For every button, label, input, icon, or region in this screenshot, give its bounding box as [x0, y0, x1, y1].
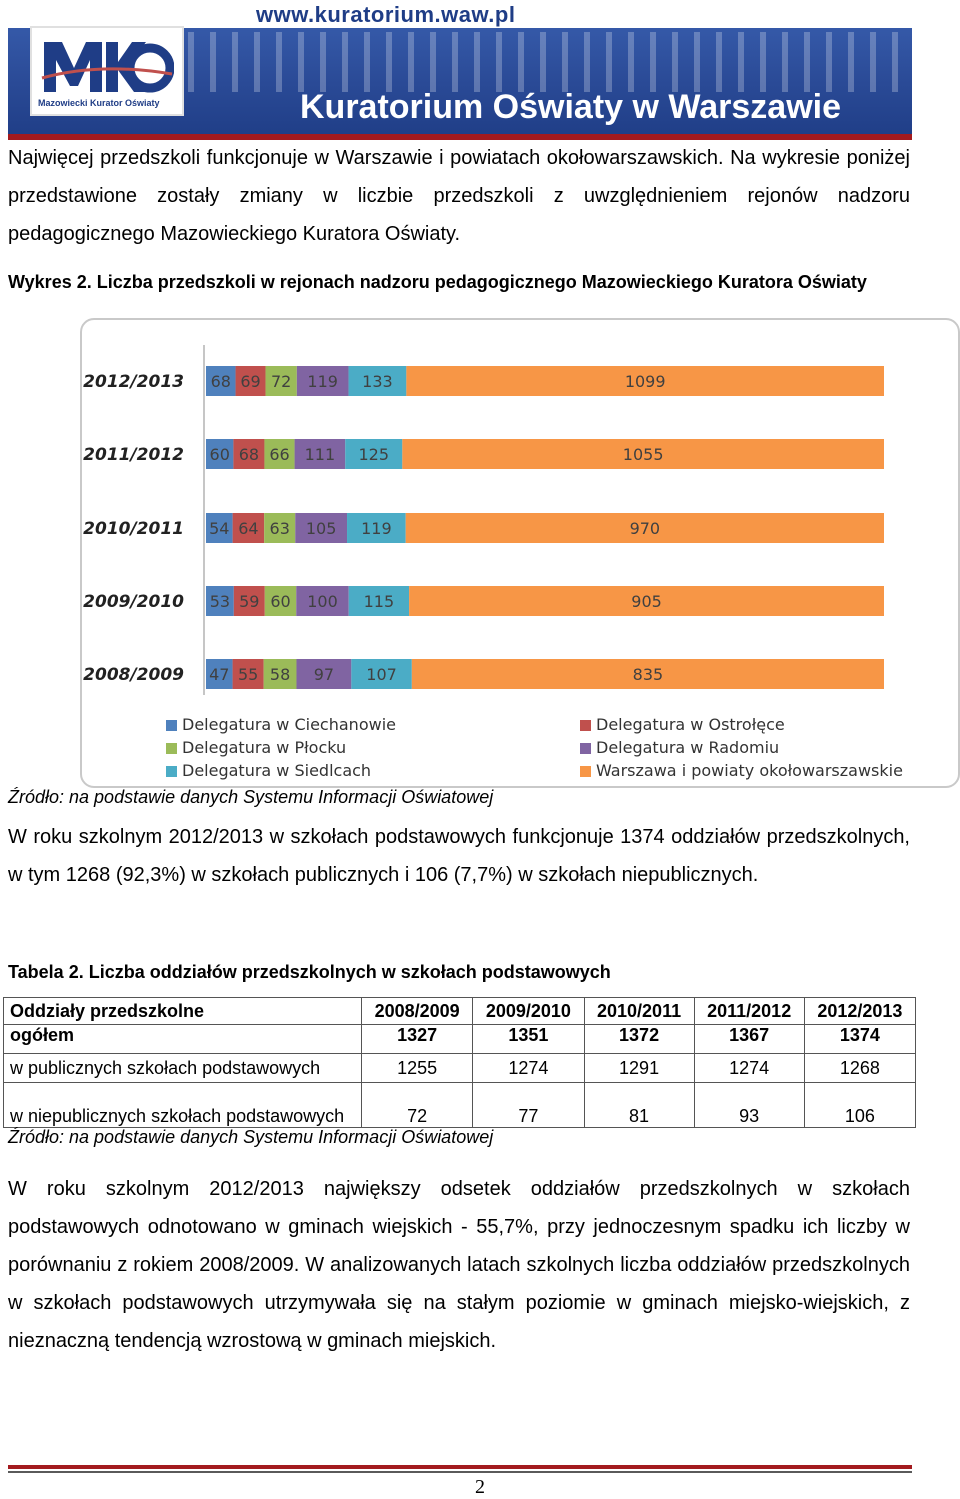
table-header-cell: 2009/2010	[473, 998, 584, 1025]
legend-swatch	[580, 766, 591, 777]
bar-data-label: 63	[269, 519, 290, 538]
table-cell: 77	[473, 1083, 584, 1128]
legend-label: Delegatura w Ciechanowie	[182, 715, 396, 734]
bar-data-label: 97	[313, 665, 335, 684]
legend-label: Warszawa i powiaty okołowarszawskie	[596, 761, 903, 780]
bar-data-label: 68	[238, 445, 260, 464]
bar-data-label: 125	[358, 445, 390, 464]
legend-item	[580, 713, 903, 736]
table-cell: 106	[804, 1083, 915, 1128]
legend-label: Delegatura w Siedlcach	[182, 761, 372, 780]
bar-data-label: 905	[631, 592, 662, 611]
data-table	[3, 997, 916, 1128]
table-row-label: w niepublicznych szkołach podstawowych	[4, 1083, 362, 1128]
page-number: 2	[475, 1476, 485, 1498]
table-cell: 1291	[584, 1054, 694, 1083]
chart-source: Źródło: na podstawie danych Systemu Informacji Oświatowej	[8, 787, 494, 807]
legend-item	[580, 759, 903, 782]
table-cell: 1367	[694, 1025, 804, 1054]
bar-data-label: 60	[209, 445, 230, 464]
chart-caption-text: Wykres 2. Liczba przedszkoli w rejonach nadzoru pedagogicznego Mazowieckiego Kuratora Oświaty	[8, 272, 867, 292]
bar-data-label: 47	[209, 665, 230, 684]
bar-data-label: 133	[362, 372, 393, 391]
intro-paragraph: Najwięcej przedszkoli funkcjonuje w Warszawie i powiatach okołowarszawskich. Na wykresie poniżej przedstawione zostały zmiany w liczbie przedszkoli z uwzględnieniem rejonów nadzoru pedagogicznego Mazowieckiego Kuratora Oświaty.	[8, 147, 910, 245]
legend-swatch	[166, 743, 177, 754]
table-header-cell: 2010/2011	[584, 998, 694, 1025]
footer-rule	[8, 1465, 912, 1469]
table-cell: 1351	[473, 1025, 584, 1054]
bar-data-label: 58	[269, 665, 291, 684]
table-row	[4, 1083, 916, 1128]
bar-data-label: 119	[361, 519, 392, 538]
bar-data-label: 60	[270, 592, 291, 611]
table-source: Źródło: na podstawie danych Systemu Informacji Oświatowej	[8, 1127, 494, 1147]
bar-data-label: 1099	[624, 372, 666, 391]
legend-item	[166, 736, 396, 759]
table-cell: 1274	[694, 1054, 804, 1083]
table-cell: 93	[694, 1083, 804, 1128]
table-row-label: w publicznych szkołach podstawowych	[4, 1054, 362, 1083]
bar-data-label: 119	[307, 372, 338, 391]
bar-data-label: 111	[304, 445, 336, 464]
table-cell: 81	[584, 1083, 694, 1128]
table-cell: 1268	[804, 1054, 915, 1083]
legend-label: Delegatura w Płocku	[182, 738, 347, 757]
table-row	[4, 1054, 916, 1083]
site-url: www.kuratorium.waw.pl	[256, 2, 516, 27]
bar-data-label: 55	[237, 665, 259, 684]
legend-swatch	[166, 720, 177, 731]
bar-data-label: 69	[240, 372, 261, 391]
bar-data-label: 53	[209, 592, 231, 611]
paragraph-3: W roku szkolnym 2012/2013 największy odsetek oddziałów przedszkolnych w szkołach podstawowych odnotowano w gminach wiejskich - 55,7%, przy jednoczesnym spadku ich liczby w porównaniu z rokiem 2008/2009. W analizowanych latach szkolnych liczba oddziałów przedszkolnych w szkołach podstawowych utrzymywała się na stałym poziomie w gminach miejsko-wiejskich, z nieznaczną tendencją wzrostową w gminach miejskich.	[8, 1178, 910, 1352]
table-row	[4, 1025, 916, 1054]
category-tick-label: 2012/2013	[83, 372, 184, 392]
bar-data-label: 100	[307, 592, 338, 611]
table-cell: 1274	[473, 1054, 584, 1083]
table-header-cell: 2011/2012	[694, 998, 804, 1025]
legend-item	[166, 713, 396, 736]
legend-item	[580, 736, 903, 759]
table-row-label: ogółem	[4, 1025, 362, 1054]
chart-legend-right	[580, 713, 903, 782]
category-tick-label: 2010/2011	[83, 519, 184, 539]
bar-data-label: 105	[305, 519, 337, 538]
table-cell: 72	[362, 1083, 473, 1128]
bar-data-label: 970	[629, 519, 661, 538]
bar-data-label: 64	[238, 519, 259, 538]
table-header-cell: Oddziały przedszkolne	[4, 998, 362, 1025]
legend-swatch	[580, 743, 591, 754]
legend-swatch	[166, 766, 177, 777]
table-caption: Tabela 2. Liczba oddziałów przedszkolnych w szkołach podstawowych	[8, 962, 611, 982]
bar-data-label: 115	[363, 592, 395, 611]
banner-title: Kuratorium Oświaty w Warszawie	[300, 88, 841, 126]
bar-data-label: 68	[210, 372, 231, 391]
bar-data-label: 66	[269, 445, 290, 464]
bar-data-label: 59	[239, 592, 260, 611]
table-header-cell: 2008/2009	[362, 998, 473, 1025]
logo-caption: Mazowiecki Kurator Oświaty	[38, 98, 160, 108]
table-header-cell: 2012/2013	[804, 998, 915, 1025]
bar-data-label: 107	[366, 665, 397, 684]
category-tick-label: 2009/2010	[83, 592, 184, 612]
legend-swatch	[580, 720, 591, 731]
footer-rule-thin	[8, 1471, 912, 1473]
table-header-row	[4, 998, 916, 1025]
category-tick-label: 2011/2012	[83, 445, 184, 465]
legend-label: Delegatura w Ostrołęce	[596, 715, 785, 734]
bar-data-label: 54	[209, 519, 230, 538]
category-tick-label: 2008/2009	[83, 665, 184, 685]
bar-data-label: 72	[271, 372, 292, 391]
legend-label: Delegatura w Radomiu	[596, 738, 780, 757]
bar-data-label: 1055	[622, 445, 664, 464]
table-cell: 1255	[362, 1054, 473, 1083]
table-cell: 1372	[584, 1025, 694, 1054]
table-cell: 1327	[362, 1025, 473, 1054]
paragraph-2: W roku szkolnym 2012/2013 w szkołach podstawowych funkcjonuje 1374 oddziałów przedszkolnych, w tym 1268 (92,3%) w szkołach publicznych i 106 (7,7%) w szkołach niepublicznych.	[8, 826, 910, 886]
chart-legend-left	[166, 713, 396, 782]
table-cell: 1374	[804, 1025, 915, 1054]
bar-data-label: 835	[632, 665, 664, 684]
legend-item	[166, 759, 396, 782]
